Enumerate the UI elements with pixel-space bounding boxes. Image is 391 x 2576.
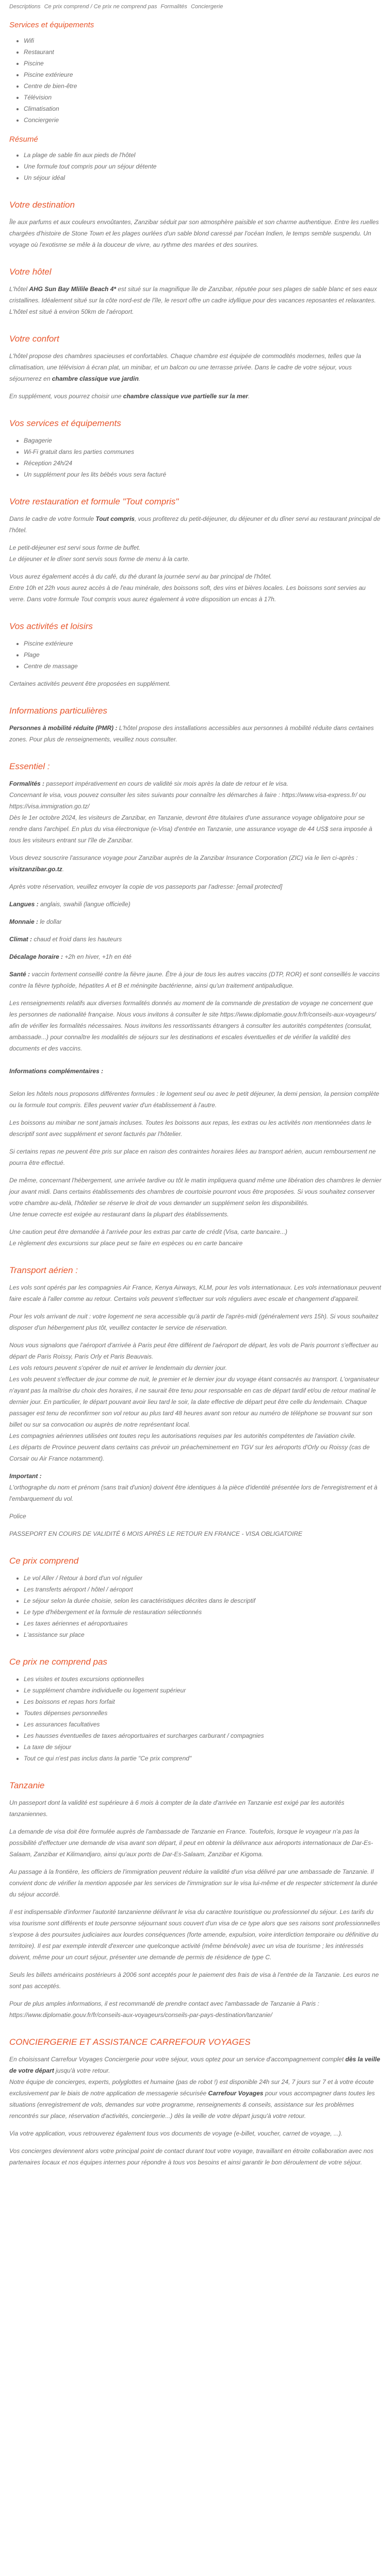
text-run: https://www.diplomatie.gouv.fr/fr/conseils-aux-voyageurs/conseils-par-pays-destination/tanzanie/ [9, 2011, 272, 2019]
paragraph [9, 513, 382, 536]
paragraph [9, 722, 382, 745]
paragraph-line [9, 2009, 382, 2021]
paragraph [9, 542, 382, 565]
paragraph-line [9, 283, 382, 317]
paragraph-line [9, 1146, 382, 1168]
text-run: Seuls les billets américains postérieurs à 2006 sont acceptés pour le paiement des frais de visa à l'entrée de la Tanzanie. Les euros ne sont pas acceptés. [9, 1971, 379, 1990]
text-run: Nous vous signalons que l'aéroport d'arrivée à Paris peut être différent de l'aéroport de départ, les vols de Paris pourront s'effectuer au départ de Paris Roissy, Paris Orly et Paris Beauvais. [9, 1342, 378, 1360]
text-run: Les vols peuvent s'effectuer de jour comme de nuit, le premier et le dernier jour du voyage étant consacrés au transport. L'organisateur n'ayant pas la maîtrise du choix des horaires, il ne saurait être tenu pour responsable en cas de départ tardif et/ou de retour matinal le dernier jour. En particulier, le départ pouvant avoir lieu tard le soir, la date effective de départ peut être celle du lendemain. Chaque passager est tenu de reconfirmer son vol retour au plus tard 48 heures avant son retour au numéro de téléphone se trouvant sur son billet ou sur sa convocation ou auprès de notre représentant local. [9, 1376, 379, 1428]
text-run: Les renseignements relatifs aux diverses formalités donnés au moment de la commande de prestation de voyage ne concernent que les personnes de nationalité française. Nous vous invitons à consulter le site https://www.diplomatie.gouv.fr/fr/conseils-aux-voyageurs/ afin de vérifier les formalités nécessaires. Nous invitons les ressortissants étrangers à consulter les autorités compétentes (consulat, ambassade...) pour connaître les modalités de séjours sur les destinations et escales éventuelles et de vérifier la validité des documents et des vaccins. [9, 999, 376, 1052]
section-transport-aerien [9, 1264, 382, 1539]
bold-text-run: Langues : [9, 901, 39, 908]
paragraph [9, 778, 382, 846]
tab-prix-comprend[interactable]: Ce prix comprend / Ce prix ne comprend pas [44, 4, 157, 10]
list-item: • Les visites et toutes excursions optionnelles [24, 1673, 382, 1685]
paragraph-line [9, 1969, 382, 1992]
text-run: le dollar [38, 918, 62, 925]
text-run: vaccin fortement conseillé contre la fièvre jaune. Être à jour de tous les autres vaccins (DTP, ROR) et sont conseillés le vaccins contre la fièvre typhoïde, hépatites A et B et méningite bactérienne, ainsi qu'un traitement antipaludique. [9, 971, 380, 989]
section-services-et-equipements [9, 20, 382, 126]
paragraph-line [9, 571, 382, 582]
tab-formalites[interactable]: Formalités [160, 4, 187, 10]
text-run: En choisissant Carrefour Voyages Conciergerie pour votre séjour, vous optez pour un service d'accompagnement complet [9, 2056, 346, 2063]
section-title: Votre confort [9, 334, 59, 344]
paragraph-line [9, 852, 382, 875]
paragraph-line [9, 1226, 382, 1238]
text-run: passeport impérativement en cours de validité six mois après la date de retour et le visa. [44, 780, 288, 787]
text-run: pour vous accompagner dans toutes les situations (enregistrement de vols, demandes sur votre programme, renseignements & conseils, assistance sur les problèmes rencontrés sur place, réservation d'activités, conciergerie...) dès la veille de votre départ jusqu'à votre retour. [9, 2090, 375, 2120]
list-item: • Une formule tout compris pour un séjour détente [24, 161, 382, 172]
section-title: Vos services et équipements [9, 418, 121, 428]
paragraph [9, 1470, 382, 1504]
list-item: • Un séjour idéal [24, 172, 382, 183]
paragraph-line [9, 916, 382, 927]
list-item: • Wifi [24, 35, 382, 46]
list-item: • Le type d'hébergement et la formule de restauration sélectionnés [24, 1606, 382, 1618]
paragraph [9, 2145, 382, 2168]
paragraph-line [9, 1340, 382, 1362]
bold-text-run: Important : [9, 1472, 42, 1480]
paragraph-line [9, 1511, 382, 1522]
paragraph-line [9, 1826, 382, 1860]
text-run: Un passeport dont la validité est supérieure à 6 mois à compter de la date d'arrivée en Tanzanie est exigé par les autorités tanzaniennes. [9, 1799, 345, 1818]
paragraph [9, 1826, 382, 1860]
bullet-list [9, 435, 382, 480]
text-run: anglais, swahili (langue officielle) [38, 901, 131, 908]
bold-text-run: chambre classique vue partielle sur la mer [123, 393, 248, 400]
list-item: • Wi-Fi gratuit dans les parties communes [24, 446, 382, 457]
text-run: Entre 10h et 22h vous aurez accès à de l'eau minérale, des boissons soft, des vins et bières locales. Les boissons sont servies au verre. Dans votre formule Tout compris vous aurez également à votre disposition un encas à 17h. [9, 584, 366, 603]
paragraph [9, 1906, 382, 1963]
list-item: • Tout ce qui n'est pas inclus dans la partie "Ce prix comprend" [24, 1753, 382, 1764]
bold-text-run: visitzanzibar.go.tz [9, 866, 62, 873]
section-title: Votre hôtel [9, 267, 52, 277]
paragraph-line [9, 2076, 382, 2122]
text-run: Si certains repas ne peuvent être pris sur place en raison des contraintes horaires liées au transport aérien, aucun remboursement ne pourra être effectué. [9, 1148, 376, 1166]
section-title: CONCIERGERIE ET ASSISTANCE CARREFOUR VOYAGES [9, 2037, 251, 2047]
list-item: • Piscine extérieure [24, 69, 382, 80]
paragraph-line [9, 1482, 382, 1504]
paragraph-line [9, 216, 382, 250]
description-sections [9, 199, 382, 2168]
list-item: • Réception 24h/24 [24, 457, 382, 469]
section-conciergerie-et-assistance-carrefour-voyages [9, 2036, 382, 2168]
text-run: . [62, 866, 64, 873]
section-title: Services et équipements [9, 21, 94, 29]
text-run: Les départs de Province peuvent dans certains cas prévoir un préacheminement en TGV sur les aéroports d'Orly ou Roissy (cas de Corsair ou Air France notamment). [9, 1444, 370, 1462]
paragraph [9, 2054, 382, 2122]
paragraph-line [9, 1175, 382, 1209]
list-item: • Télévision [24, 92, 382, 103]
text-run: L'hôtel propose des chambres spacieuses et confortables. Chaque chambre est équipée de commodités modernes, telles que la climatisation, une télévision à écran plat, un minibar, et un balcon ou une terrasse privée. Dans le cadre de votre séjour, vous séjournerez en [9, 352, 362, 382]
bold-text-run: Décalage horaire : [9, 953, 63, 960]
paragraph [9, 1511, 382, 1522]
paragraph [9, 881, 382, 892]
text-run: Le règlement des excursions sur place peut se faire en espèces ou en carte bancaire [9, 1240, 243, 1247]
text-run: Le déjeuner et le dîner sont servis sous forme de menu à la carte. [9, 555, 190, 563]
paragraph-line [9, 1238, 382, 1249]
list-item: • La plage de sable fin aux pieds de l'hôtel [24, 149, 382, 161]
section-votre-destination [9, 199, 382, 250]
list-item: • Bagagerie [24, 435, 382, 446]
text-run: La demande de visa doit être formulée auprès de l'ambassade de Tanzanie en France. Toutefois, lorsque le voyageur n'a pas la possibilité d'effectuer une demande de visa avant son départ, il peut en obtenir la délivrance aux aéroports internationaux de Dar-Es-Salaam, Zanzibar et Kilimandjaro, ainsi qu'aux ports de Dar-Es-Salaam, Zanzibar et Kigoma. [9, 1828, 373, 1858]
paragraph-line [9, 881, 382, 892]
section-title: Votre restauration et formule "Tout compris" [9, 497, 179, 506]
paragraph-line [9, 1088, 382, 1111]
list-item: • Conciergerie [24, 114, 382, 126]
text-run: Une caution peut être demandée à l'arrivée pour les extras par carte de crédit (Visa, carte bancaire...) [9, 1228, 288, 1235]
text-run: Pour les vols arrivant de nuit : votre logement ne sera accessible qu'à partir de l'après-midi (généralement vers 15h). Si vous souhaitez disposer d'un hébergement plus tôt, veuillez contacter le service de réservation. [9, 1313, 379, 1331]
paragraph [9, 1311, 382, 1333]
paragraph-line [9, 350, 382, 384]
text-run: Le petit-déjeuner est servi sous forme de buffet. [9, 544, 141, 551]
list-item: • Restaurant [24, 46, 382, 58]
paragraph [9, 899, 382, 910]
list-item: • Toutes dépenses personnelles [24, 1707, 382, 1719]
text-run: Après votre réservation, veuillez envoyer la copie de vos passeports par l'adresse: [email protected] [9, 883, 283, 890]
bullet-list [9, 149, 382, 183]
text-run: Notre équipe de concierges, experts, polyglottes et humaine (pas de robot !) est disponible 24h sur 24, 7 jours sur 7 et à votre écoute exclusivement par le biais de notre application de messagerie sécurisée [9, 2078, 374, 2097]
paragraph [9, 1146, 382, 1168]
section-title: Vos activités et loisirs [9, 621, 93, 631]
section-title: Tanzanie [9, 1781, 45, 1790]
bold-text-run: Personnes à mobilité réduite (PMR) : [9, 724, 118, 732]
text-run: De même, concernant l'hébergement, une arrivée tardive ou tôt le matin impliquera quand même une libération des chambres le dernier jour avant midi. Dans certains établissements des chambres de courtoisie pourront vous être proposées. Si vous souhaitez conserver votre chambre au-delà, l'hôtelier se réserve le droit de vous demander un supplément selon les disponibilités. [9, 1177, 382, 1207]
paragraph [9, 1998, 382, 2021]
text-run: Dans le cadre de votre formule [9, 515, 96, 522]
paragraph [9, 1528, 382, 1539]
bullet-list [9, 1673, 382, 1764]
paragraph [9, 678, 382, 689]
section-title: Ce prix comprend [9, 1556, 79, 1566]
list-item: • Le séjour selon la durée choisie, selon les caractéristiques décrites dans le descriptif [24, 1595, 382, 1606]
paragraph [9, 1117, 382, 1140]
text-run: Via votre application, vous retrouverez également tous vos documents de voyage (e-billet, voucher, carnet de voyage, ...). [9, 2130, 343, 2137]
paragraph-line [9, 1362, 382, 1374]
paragraph [9, 1797, 382, 1820]
text-run: . [248, 393, 250, 400]
paragraph [9, 2128, 382, 2139]
paragraph-line [9, 934, 382, 945]
section-votre-hotel [9, 266, 382, 317]
paragraph [9, 1969, 382, 1992]
section-tanzanie [9, 1780, 382, 2021]
paragraph-line [9, 2054, 382, 2076]
section-ce-prix-ne-comprend-pas [9, 1656, 382, 1764]
paragraph-line [9, 553, 382, 565]
paragraph [9, 1175, 382, 1220]
section-vos-activites-et-loisirs [9, 620, 382, 689]
text-run: . [138, 375, 141, 382]
section-title: Essentiel : [9, 761, 50, 771]
paragraph-line [9, 951, 382, 962]
list-item: • Climatisation [24, 103, 382, 114]
paragraph-line [9, 678, 382, 689]
summary-sections [9, 20, 382, 183]
paragraph-line [9, 1374, 382, 1430]
paragraph-line [9, 1797, 382, 1820]
text-run: Certaines activités peuvent être proposées en supplément. [9, 680, 171, 687]
text-run: Vous devez souscrire l'assurance voyage pour Zanzibar auprès de la Zanzibar Insurance Corporation (ZIC) via le lien ci-après : [9, 854, 358, 861]
list-item: • Les assurances facultatives [24, 1719, 382, 1730]
paragraph-line [9, 1209, 382, 1220]
paragraph-line [9, 1866, 382, 1900]
text-run: Police [9, 1513, 26, 1520]
text-run: Vous aurez également accès à du café, du thé durant la journée servi au bar principal de l'hôtel. [9, 573, 272, 580]
paragraph-line [9, 1528, 382, 1539]
list-item: • Piscine [24, 58, 382, 69]
bullet-list [9, 1572, 382, 1640]
paragraph-line [9, 1311, 382, 1333]
text-run: Île aux parfums et aux couleurs envoûtantes, Zanzibar séduit par son atmosphère paisible et son charme authentique. Entre les ruelles chargées d'histoire de Stone Town et les plages ourlées d'un sable blond caressé par l'océan Indien, le temps semble suspendu. Un voyage où l'exotisme se mêle à la douceur de vivre, au rythme des marées et des sourires. [9, 218, 379, 248]
paragraph [9, 969, 382, 991]
bold-text-run: Carrefour Voyages [208, 2090, 264, 2097]
bold-text-run: Climat : [9, 936, 32, 943]
text-run: Les vols sont opérés par les compagnies Air France, Kenya Airways, KLM, pour les vols internationaux. Les vols internationaux peuvent faire escale à l'aller comme au retour. Certains vols peuvent s'effectuer sur vols réguliers avec escale et changement d'appareil. [9, 1284, 381, 1302]
paragraph-line [9, 969, 382, 991]
bold-text-run: chambre classique vue jardin [52, 375, 139, 382]
list-item: • L'assistance sur place [24, 1629, 382, 1640]
list-item: • Un supplément pour les lits bébés vous sera facturé [24, 469, 382, 480]
paragraph-line [9, 1470, 382, 1482]
section-resume [9, 134, 382, 183]
text-run: Concernant le visa, vous pouvez consulter les sites suivants pour connaître les démarches à faire : https://www.visa-express.fr/ ou https://visa.immigration.go.tz/ [9, 791, 366, 810]
text-run: chaud et froid dans les hauteurs [32, 936, 122, 943]
list-item: • Les transferts aéroport / hôtel / aéroport [24, 1584, 382, 1595]
list-item: • Le vol Aller / Retour à bord d'un vol régulier [24, 1572, 382, 1584]
paragraph [9, 1866, 382, 1900]
paragraph-line [9, 582, 382, 605]
text-run: est situé sur la magnifique île de Zanzibar, réputée pour ses plages de sable blanc et ses eaux cristallines. Idéalement situé sur la côte nord-est de l'île, le resort offre un cadre idyllique pour des vacances reposantes et relaxantes. L'hôtel est situé à environ 50km de l'aéroport. [9, 285, 377, 315]
paragraph-line [9, 391, 382, 402]
list-item: • Centre de massage [24, 660, 382, 672]
paragraph [9, 1282, 382, 1304]
section-vos-services-et-equipements [9, 417, 382, 480]
paragraph-line [9, 778, 382, 789]
text-run: L'hôtel [9, 285, 29, 293]
list-item: • Le supplément chambre individuelle ou logement supérieur [24, 1685, 382, 1696]
bullet-list [9, 638, 382, 672]
text-run: Pour de plus amples informations, il est recommandé de prendre contact avec l'ambassade de Tanzanie à Paris : [9, 2000, 319, 2007]
text-run: PASSEPORT EN COURS DE VALIDITÉ 6 MOIS APRÈS LE RETOUR EN FRANCE - VISA OBLIGATOIRE [9, 1530, 303, 1537]
paragraph-line [9, 2145, 382, 2168]
paragraph-line [9, 1430, 382, 1442]
text-run: En supplément, vous pourrez choisir une [9, 393, 123, 400]
tab-conciergerie[interactable]: Conciergerie [190, 4, 223, 10]
text-run: +2h en hiver, +1h en été [63, 953, 132, 960]
description-tabs [9, 2, 382, 11]
paragraph [9, 391, 382, 402]
section-informations-particulieres [9, 705, 382, 745]
list-item: • Les taxes aériennes et aéroportuaires [24, 1618, 382, 1629]
text-run: L'hôtel propose des installations accessibles aux personnes à mobilité réduite dans certaines zones. Pour plus de renseignements, veuillez nous consulter. [9, 724, 374, 743]
section-title: Résumé [9, 135, 38, 144]
section-votre-confort [9, 333, 382, 402]
info-label: Informations complémentaires : [9, 1067, 104, 1075]
paragraph-line [9, 722, 382, 745]
text-run: Les boissons au minibar ne sont jamais incluses. Toutes les boissons aux repas, les extras ou les activités non mentionnées dans le descriptif sont avec supplément et seront facturés par l'hôtelier. [9, 1119, 371, 1138]
paragraph-line [9, 1998, 382, 2009]
paragraph-line [9, 997, 382, 1054]
text-run: Selon les hôtels nous proposons différentes formules : le logement seul ou avec le petit déjeuner, la demi pension, la pension complète ou la formule tout compris. Elles peuvent varier d'un établissement à l'autre. [9, 1090, 380, 1109]
paragraph-line [9, 513, 382, 536]
paragraph [9, 852, 382, 875]
paragraph-line [9, 1282, 382, 1304]
paragraph-line [9, 542, 382, 553]
paragraph [9, 916, 382, 927]
text-run: L'orthographe du nom et prénom (sans trait d'union) doivent être identiques à la pièce d'identité présentée lors de l'enregistrement et à l'embarquement du vol. [9, 1484, 378, 1502]
section-title: Ce prix ne comprend pas [9, 1657, 107, 1667]
paragraph [9, 1340, 382, 1464]
text-run: Vos concierges deviennent alors votre principal point de contact durant tout votre voyage, travaillant en étroite collaboration avec nos partenaires locaux et nos équipes internes pour répondre à tous vos besoins et ainsi garantir le bon déroulement de votre séjour. [9, 2147, 373, 2166]
paragraph [9, 571, 382, 605]
section-ce-prix-comprend [9, 1555, 382, 1640]
paragraph-line [9, 1906, 382, 1963]
section-title: Votre destination [9, 200, 75, 210]
list-item: • Les hausses éventuelles de taxes aéroportuaires et surcharges carburant / compagnies [24, 1730, 382, 1741]
paragraph [9, 1088, 382, 1111]
text-run: Les vols retours peuvent s'opérer de nuit et arriver le lendemain du dernier jour. [9, 1364, 227, 1371]
list-item: • Piscine extérieure [24, 638, 382, 649]
paragraph [9, 350, 382, 384]
paragraph-line [9, 1117, 382, 1140]
paragraph [9, 216, 382, 250]
list-item: • Centre de bien-être [24, 80, 382, 92]
bullet-list [9, 35, 382, 126]
paragraph-line [9, 812, 382, 846]
paragraph [9, 1226, 382, 1249]
list-item: • Les boissons et repas hors forfait [24, 1696, 382, 1707]
paragraph-line [9, 899, 382, 910]
paragraph [9, 951, 382, 962]
section-essentiel [9, 760, 382, 1249]
list-item: • Plage [24, 649, 382, 660]
tab-descriptions[interactable]: Descriptions [9, 4, 41, 10]
bold-text-run: AHG Sun Bay Mlilile Beach 4* [29, 285, 117, 293]
text-run: Il est indispensable d'informer l'autorité tanzanienne délivrant le visa du caractère touristique ou professionnel du séjour. Les tarifs du visa tourisme sont différents et toute personne séjournant sous couvert d'un visa de ce type alors que ses raisons sont professionnelles s'expose à des poursuites judiciaires aux lourdes conséquences (forte amende, expulsion, voire interdiction temporaire ou définitive du territoire). Il est par exemple interdit d'exercer une quelconque activité (même bénévole) avec un visa de tourisme ; les intéressés doivent, même pour un court séjour, présenter une demande de permis de résidence de type C. [9, 1908, 380, 1961]
paragraph-line [9, 789, 382, 812]
text-run: Les compagnies aériennes utilisées ont toutes reçu les autorisations requises par les autorités compétentes de l'aviation civile. [9, 1432, 356, 1439]
paragraph [9, 934, 382, 945]
text-run: Au passage à la frontière, les officiers de l'immigration peuvent réduire la validité d'un visa délivré par une ambassade de Tanzanie. Il convient donc de vérifier la mention apposée par les services de l'immigration sur le visa lui-même et de respecter strictement la durée du séjour accordé. [9, 1868, 378, 1898]
paragraph-line [9, 2128, 382, 2139]
text-run: Dès le 1er octobre 2024, les visiteurs de Zanzibar, en Tanzanie, devront être titulaires d'une assurance voyage obligatoire pour se rendre dans l'archipel. En plus du visa électronique (e-Visa) d'entrée en Tanzanie, une assurance voyage de 44 US$ sera imposée à tous les visiteurs entrant sur l'île de Zanzibar. [9, 814, 372, 844]
bold-text-run: Monnaie : [9, 918, 38, 925]
section-votre-restauration-et-formule-tout-compris [9, 496, 382, 605]
bold-text-run: Tout compris [95, 515, 135, 522]
paragraph [9, 997, 382, 1054]
text-run: , vous profiterez du petit-déjeuner, du déjeuner et du dîner servi au restaurant principal de l'hôtel. [9, 515, 381, 534]
paragraph-line [9, 1442, 382, 1464]
text-run: jusqu'à votre retour. [54, 2067, 110, 2074]
text-run: Une tenue correcte est exigée au restaurant dans la plupart des établissements. [9, 1211, 229, 1218]
list-item: • La taxe de séjour [24, 1741, 382, 1753]
section-title: Transport aérien : [9, 1265, 78, 1275]
paragraph [9, 283, 382, 317]
bold-text-run: Formalités : [9, 780, 45, 787]
section-title: Informations particulières [9, 706, 107, 716]
bold-text-run: Santé : [9, 971, 30, 978]
bold-text-run: dès la veille de votre départ [9, 2056, 380, 2074]
